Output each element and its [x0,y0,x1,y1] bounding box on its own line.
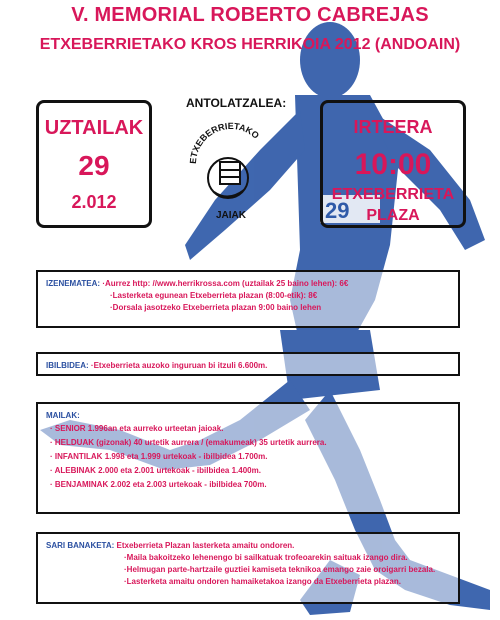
registration-line2: ·Lasterketa egunean Etxeberrieta plazan (8:00-etik): 8€ [110,291,318,300]
start-time: 10:00 [354,148,432,181]
logo-text-bottom: JAIAK [216,210,247,221]
registration-line1: ·Aurrez http: //www.herrikrossa.com (uztailak 25 baino lehen): 6€ [102,279,349,288]
category-item: · BENJAMINAK 2.002 eta 2.003 urtekoak - ibilbidea 700m. [50,480,267,489]
start-box [320,100,466,228]
date-box [36,100,152,228]
category-item: · HELDUAK (gizonak) 40 urtetik aurrera / (emakumeak) 35 urtetik aurrera. [50,438,327,447]
bib-number: 29 [325,198,350,223]
awards-section [36,532,460,604]
route-label: IBILBIDEA: [46,361,89,370]
start-label: IRTEERA [353,117,433,137]
logo-text-top: ETXEBERRIETAKO [187,120,262,165]
categories-label: MAILAK: [46,411,80,420]
category-item: · INFANTILAK 1.998 eta 1.999 urtekoak - ibilbidea 1.700m. [50,452,268,461]
organizer-label: ANTOLATZALEA: [186,96,287,110]
runner-head [300,22,360,98]
category-item: · SENIOR 1.996an eta aurreko urteetan jaioak. [50,424,224,433]
event-title: V. MEMORIAL ROBERTO CABREJAS [71,4,429,26]
route-text: ·Etxeberrieta auzoko inguruan bi itzuli 6.600m. [90,361,268,370]
start-place-line1: ETXEBERRIETA [331,186,455,203]
categories-section [36,402,460,514]
awards-line2: ·Maila bakoitzeko lehenengo bi sailkatuak trofeoarekin saituak izango dira. [124,553,408,562]
awards-line3: ·Helmugan parte-hartzaile guztiei kamiseta teknikoa emango zaie oroigarri bezala. [124,565,436,574]
awards-line1: Etxeberrieta Plazan lasterketa amaitu ondoren. [116,541,295,550]
date-month: UZTAILAK [44,117,144,139]
registration-section [36,270,460,328]
registration-label: IZENEMATEA: [46,279,101,288]
awards-line4: ·Lasterketa amaitu ondoren hamaiketakoa izango da Etxeberrieta plazan. [124,577,401,586]
route-section [36,352,460,376]
date-day: 29 [78,150,110,181]
organizer-logo [186,112,276,222]
date-year: 2.012 [71,192,117,212]
registration-line3: ·Dorsala jasotzeko Etxeberrieta plazan 9:00 baino lehen [110,303,322,312]
event-subtitle: ETXEBERRIETAKO KROS HERRIKOIA 2012 (ANDOAIN) [39,36,461,53]
awards-label: SARI BANAKETA: [46,541,115,550]
start-place-line2: PLAZA [366,207,420,224]
category-item: · ALEBINAK 2.000 eta 2.001 urtekoak - ibilbidea 1.400m. [50,466,261,475]
logo-emblem-icon [208,158,248,198]
